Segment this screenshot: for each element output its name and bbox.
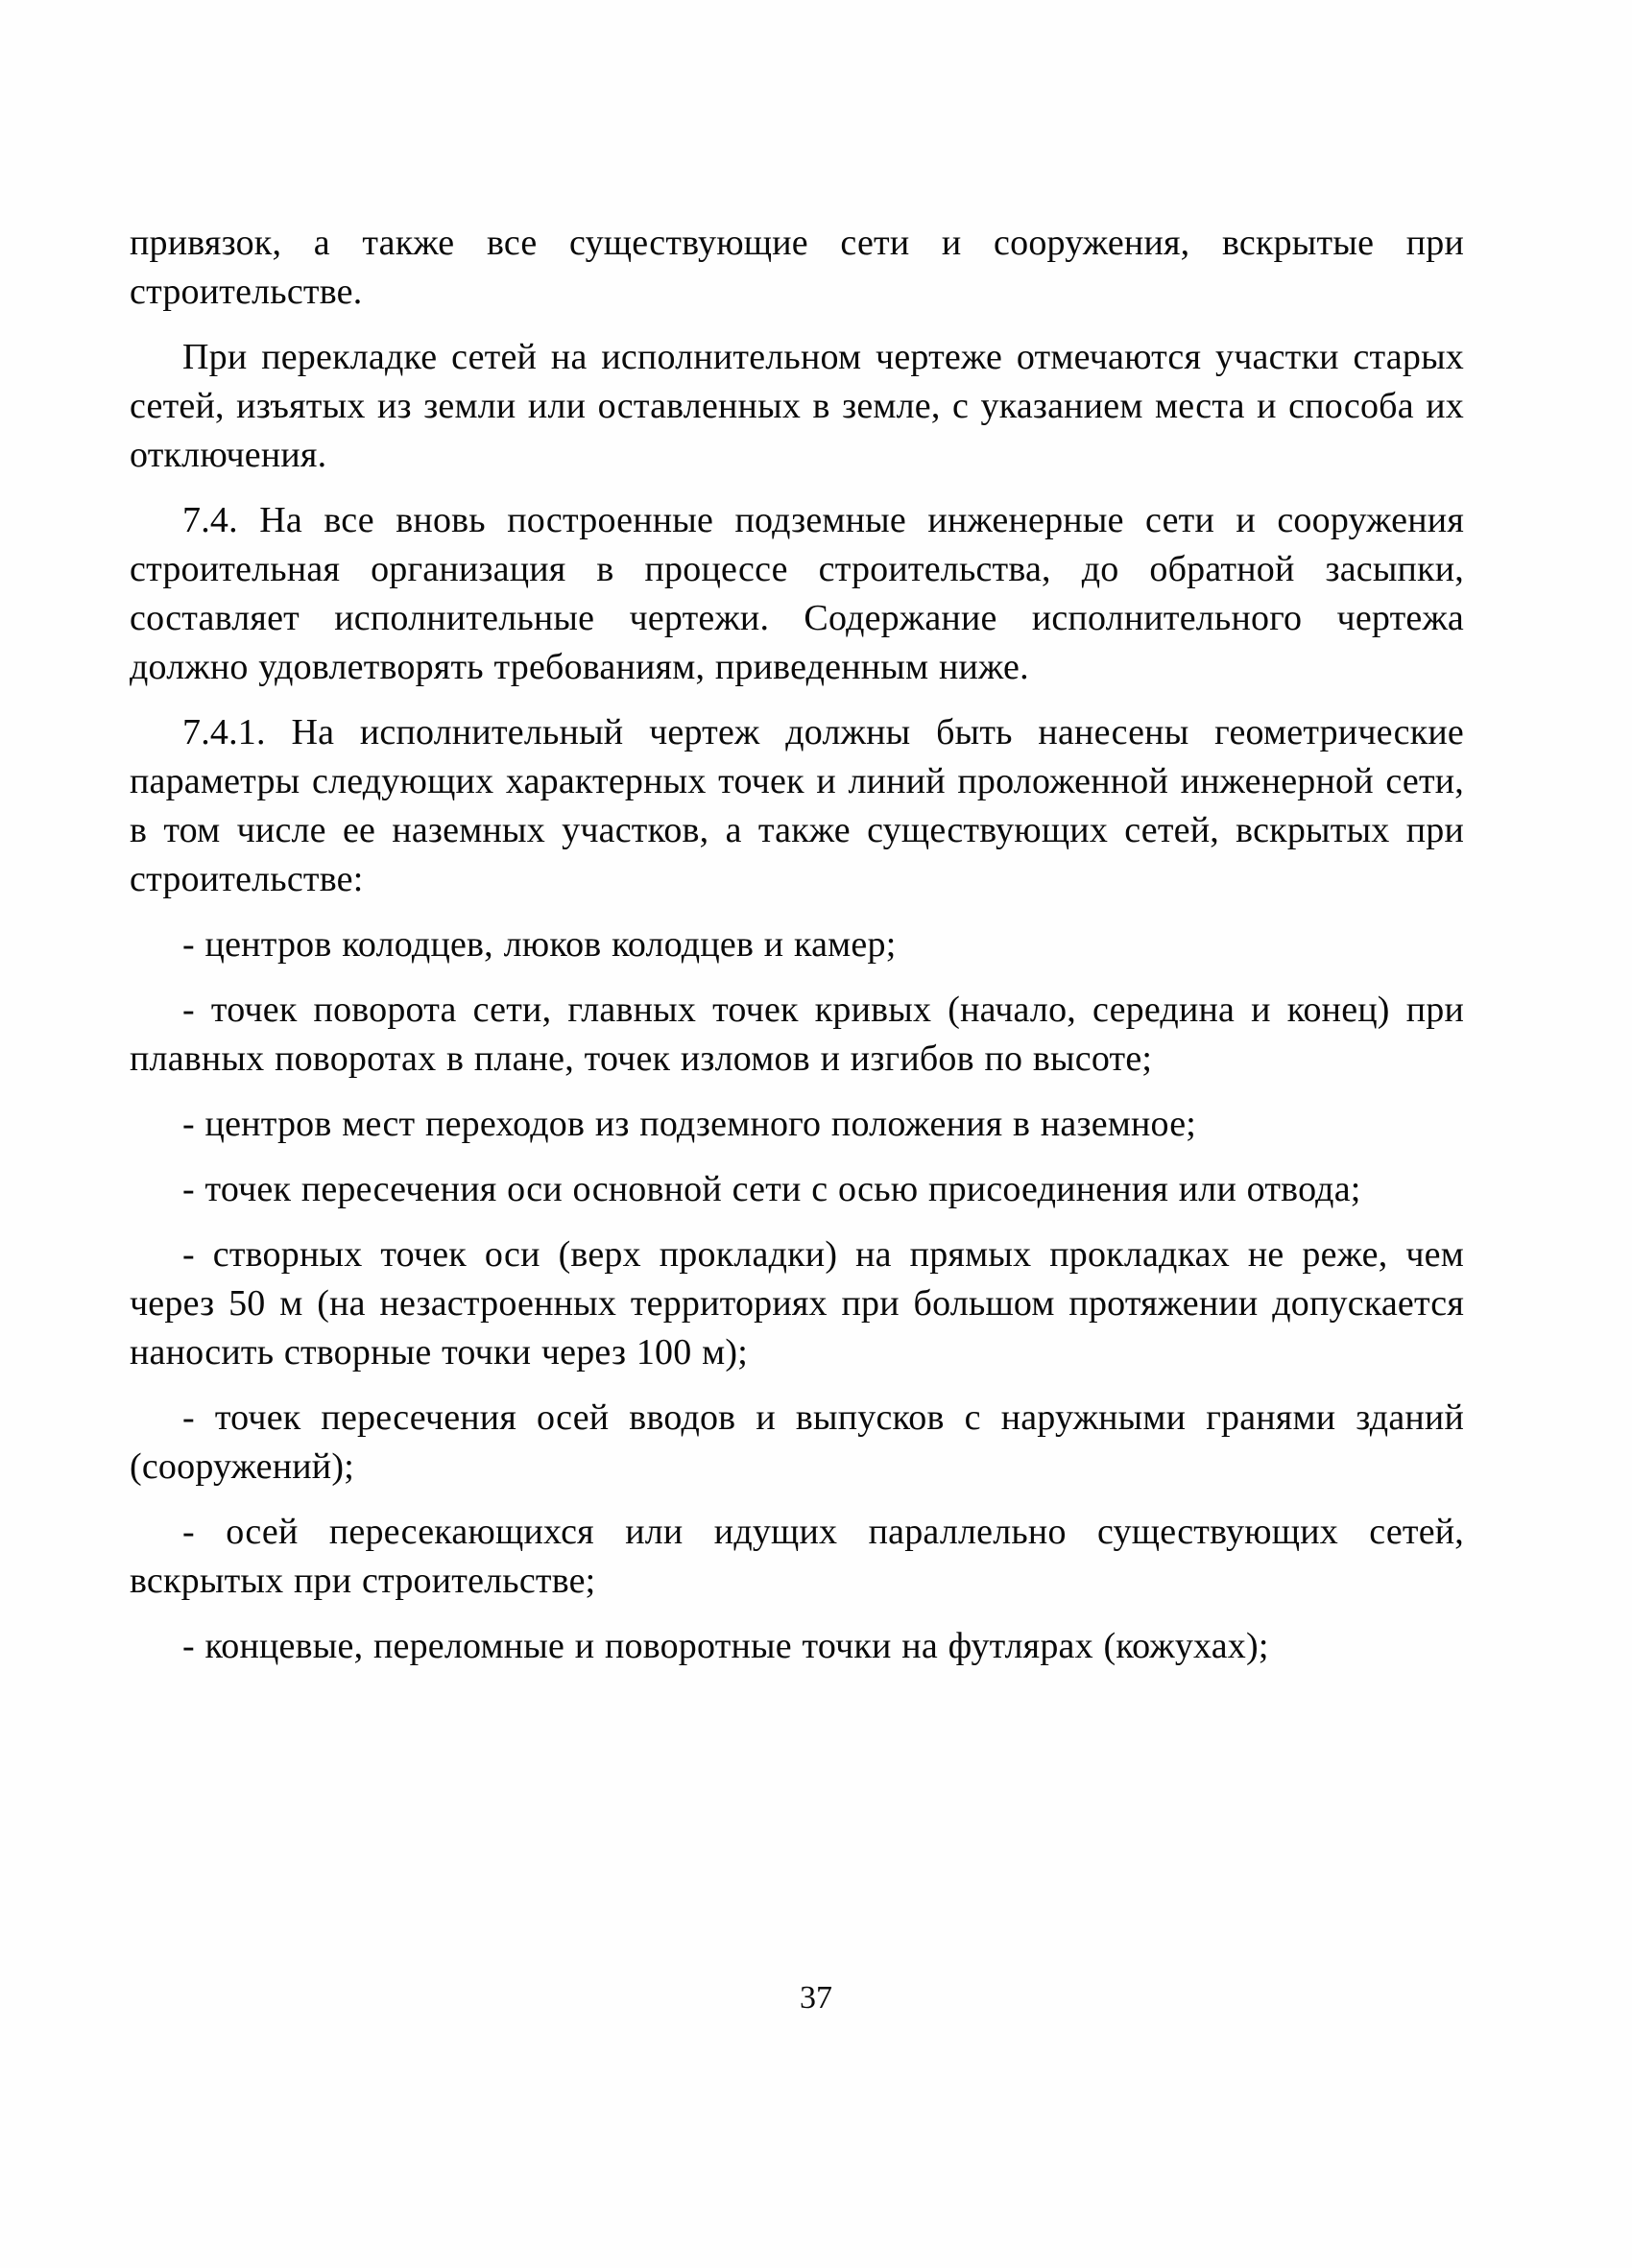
paragraph-continuation: привязок, а также все существующие сети и сооружения, вскрытые при строительстве. [130,223,1464,312]
list-item: - створных точек оси (верх прокладки) на прямых прокладках не реже, чем через 50 м (на незастроенных территориях при большом протяжении допускается наносить створные точки через 100 м); [130,1234,1464,1373]
list-item: - концевые, переломные и поворотные точки на футлярах (кожухах); [182,1626,1269,1666]
list-item: - центров мест переходов из подземного положения в наземное; [182,1104,1197,1144]
paragraph-7-4-1: 7.4.1. На исполнительный чертеж должны быть нанесены геометрические параметры следующих характерных точек и линий проложенной инженерной сети, в том числе ее наземных участков, а также существующих сетей, вскрытых при строительстве: [130,712,1464,899]
paragraph-7-4: 7.4. На все вновь построенные подземные инженерные сети и сооружения строительная организация в процессе строительства, до обратной засыпки, составляет исполнительные чертежи. Содержание исполнительного чертежа должно удовлетворять требованиям, приведенным ниже. [130,500,1464,687]
text-block [130,219,1464,1687]
list-item: - осей пересекающихся или идущих параллельно существующих сетей, вскрытых при строительстве; [130,1512,1464,1601]
list-item: - точек пересечения оси основной сети с осью присоединения или отвода; [182,1169,1361,1209]
list-item: - точек пересечения осей вводов и выпусков с наружными гранями зданий (сооружений); [130,1397,1464,1487]
paragraph: При перекладке сетей на исполнительном чертеже отмечаются участки старых сетей, изъятых из земли или оставленных в земле, с указанием места и способа их отключения. [130,337,1464,475]
page-number: 37 [800,1980,832,2016]
list-item: - точек поворота сети, главных точек кривых (начало, середина и конец) при плавных поворотах в плане, точек изломов и изгибов по высоте; [130,990,1464,1079]
list-item: - центров колодцев, люков колодцев и камер; [182,924,897,965]
